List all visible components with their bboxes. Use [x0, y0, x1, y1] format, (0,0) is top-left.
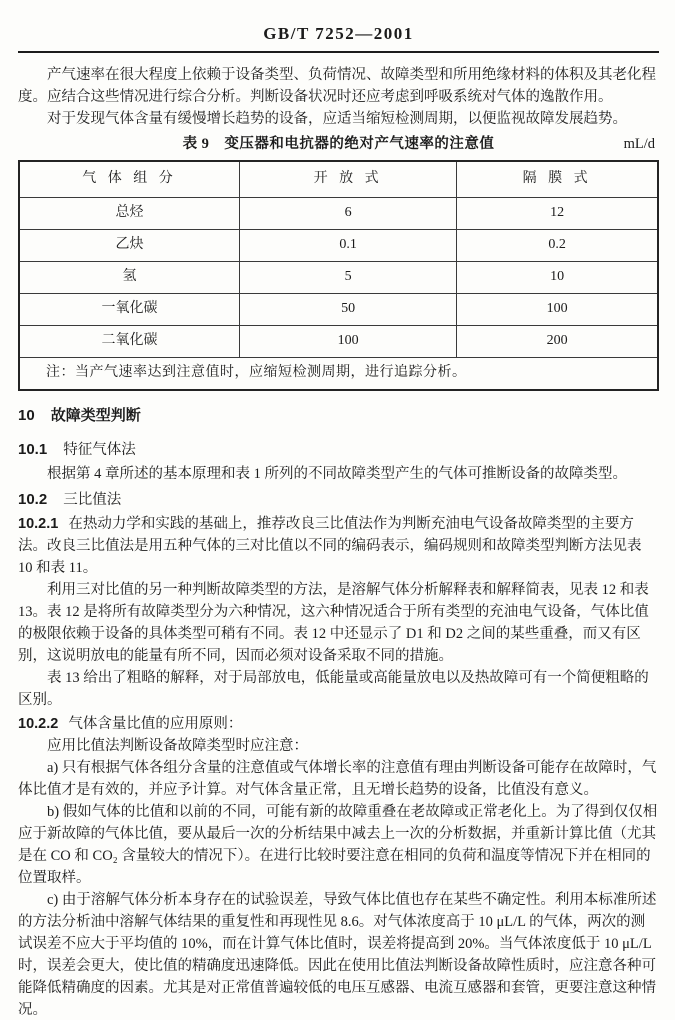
section-10-2-1-text: 在热动力学和实践的基础上，推荐改良三比值法作为判断充油电气设备故障类型的主要方法。改良三比值法是用五种气体的三对比值以不同的编码表示，编码规则和故障类型判断方法见表 10 和表 11。	[18, 516, 642, 576]
section-10-2-1-number: 10.2.1	[18, 516, 59, 532]
cell-membrane-value: 200	[457, 325, 658, 357]
section-10-2-1-paragraph	[18, 513, 659, 579]
section-10-1-title: 特征气体法	[63, 442, 136, 458]
table9	[18, 160, 659, 391]
section-10-number: 10	[18, 407, 35, 424]
cell-component: 一氧化碳	[19, 293, 239, 325]
section-10-2-number: 10.2	[18, 491, 48, 508]
list-item-a: a) 只有根据气体各组分含量的注意值或气体增长率的注意值有理由判断设备可能存在故障时，气体比值才是有效的，并应予计算。对气体含量正常，且无增长趋势的设备，比值没有意义。	[18, 760, 657, 798]
cell-membrane-value: 10	[457, 261, 658, 293]
section-10-2-1-paragraph-2: 利用三对比值的另一种判断故障类型的方法，是溶解气体分析解释表和解释简表，见表 12 和表 13。表 12 是将所有故障类型分为六种情况，这六种情况适合于所有类型的充油电气设备，气体比值的极限依赖于设备的具体类型可稍有不同。表 12 中还显示了 D1 和 D2 之间的某些重叠，而又有区别，这说明放电的能量有所不同，因而必须对设备采取不同的措施。	[18, 582, 649, 664]
table9-header-membrane-type: 隔 膜 式	[457, 161, 658, 197]
cell-open-value: 100	[239, 325, 456, 357]
section-10-1-heading	[18, 439, 659, 461]
intro-paragraph-2: 对于发现气体含量有缓慢增长趋势的设备，应适当缩短检测周期，以便监视故障发展趋势。	[47, 111, 627, 127]
table-row	[19, 293, 658, 325]
section-10-1-number: 10.1	[18, 441, 48, 458]
table-row	[19, 261, 658, 293]
cell-open-value: 50	[239, 293, 456, 325]
cell-membrane-value: 100	[457, 293, 658, 325]
section-10-1-paragraph: 根据第 4 章所述的基本原理和表 1 所列的不同故障类型产生的气体可推断设备的故障类型。	[47, 466, 627, 482]
cell-membrane-value: 12	[457, 197, 658, 229]
section-10-heading	[18, 405, 659, 427]
section-10-title: 故障类型判断	[50, 407, 141, 424]
table-row	[19, 325, 658, 357]
cell-open-value: 6	[239, 197, 456, 229]
table9-note: 注：当产气速率达到注意值时，应缩短检测周期，进行追踪分析。	[19, 357, 658, 390]
cell-open-value: 5	[239, 261, 456, 293]
cell-component: 乙炔	[19, 229, 239, 261]
table-row	[19, 229, 658, 261]
cell-component: 氢	[19, 261, 239, 293]
doc-number: GB/T 7252—2001	[263, 24, 414, 43]
table9-caption: 表 9 变压器和电抗器的绝对产气速率的注意值	[182, 136, 495, 152]
section-10-2-title: 三比值法	[63, 492, 122, 508]
table9-note-row	[19, 357, 658, 390]
cell-component: 总烃	[19, 197, 239, 229]
cell-component: 二氧化碳	[19, 325, 239, 357]
table9-caption-row	[18, 132, 659, 156]
list-item-b: b) 假如气体的比值和以前的不同，可能有新的故障重叠在老故障或正常老化上。为了得到仅仅相应于新故障的气体比值，要从最后一次的分析结果中减去上一次的分析数据，并重新计算比值（尤其是在 CO 和 CO₂ 含量较大的情况下）。在进行比较时要注意在相同的负荷和温度等情况下并在相同的位置取样。	[18, 804, 658, 886]
intro-paragraph-1: 产气速率在很大程度上依赖于设备类型、负荷情况、故障类型和所用绝缘材料的体积及其老化程度。应结合这些情况进行综合分析。判断设备状况时还应考虑到呼吸系统对气体的逸散作用。	[18, 67, 656, 105]
table-row	[19, 197, 658, 229]
section-10-2-heading	[18, 489, 659, 511]
table9-header-open-type: 开 放 式	[239, 161, 456, 197]
table9-header-gas-component: 气 体 组 分	[19, 161, 239, 197]
list-item-c: c) 由于溶解气体分析本身存在的试验误差，导致气体比值也存在某些不确定性。利用本标准所述的方法分析油中溶解气体结果的重复性和再现性见 8.6。对气体浓度高于 10 μL/L 的气体，两次的测试误差不应大于平均值的 10%，而在计算气体比值时，误差将提高到 20%。当气体浓度低于 10 μL/L 时，误差会更大，使比值的精确度迅速降低。因此在使用比值法判断设备故障性质时，应注意各种可能降低精确度的因素。尤其是对正常值普遍较低的电压互感器、电流互感器和套管，更要注意这种情况。	[18, 892, 657, 1018]
table9-header-row	[19, 161, 658, 197]
cell-membrane-value: 0.2	[457, 229, 658, 261]
section-10-2-2-number: 10.2.2	[18, 716, 59, 732]
table9-unit-label: mL/d	[623, 136, 655, 152]
section-10-2-2-intro: 应用比值法判断设备故障类型时应注意：	[47, 738, 308, 754]
header-rule	[18, 51, 659, 53]
section-10-2-1-paragraph-3: 表 13 给出了粗略的解释，对于局部放电，低能量或高能量放电以及热故障可有一个简便粗略的区别。	[18, 670, 649, 708]
cell-open-value: 0.1	[239, 229, 456, 261]
section-10-2-2-text: 气体含量比值的应用原则：	[68, 716, 243, 732]
section-10-2-2-paragraph	[18, 713, 659, 735]
